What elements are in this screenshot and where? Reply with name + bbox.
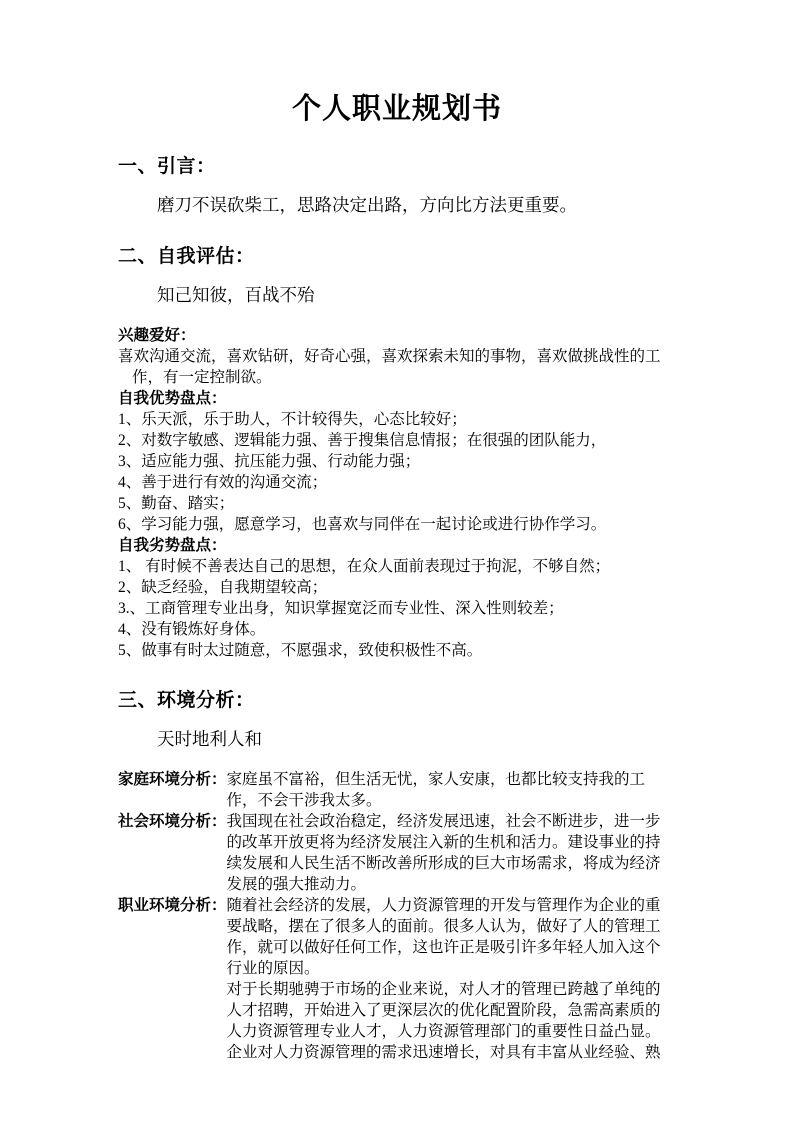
career-environment-analysis [118, 895, 676, 1063]
section-heading-environment: 三、环境分析： [118, 690, 255, 711]
section-heading-introduction: 一、引言： [118, 156, 216, 177]
social-environment-text [227, 811, 676, 895]
social-environment-label: 社会环境分析： [118, 813, 227, 830]
document-title: 个人职业规划书 [291, 93, 502, 125]
strength-item: 5、勤奋、踏实； [118, 495, 235, 512]
introduction-quote: 磨刀不误砍柴工，思路决定出路，方向比方法更重要。 [157, 195, 577, 215]
strength-item: 6、学习能力强，愿意学习，也喜欢与同伴在一起讨论或进行协作学习。 [118, 516, 607, 533]
weaknesses-block [118, 535, 676, 661]
family-environment-label: 家庭环境分析： [118, 771, 227, 788]
strength-item: 4、善于进行有效的沟通交流； [118, 474, 328, 491]
weakness-item: 5、做事有时太过随意，不愿强求，致使积极性不高。 [118, 642, 483, 659]
strength-item: 3、适应能力强、抗压能力强、行动能力强； [118, 453, 421, 470]
weakness-item: 2、缺乏经验，自我期望较高； [118, 579, 328, 596]
analysis-paragraph: 随着社会经济的发展，人力资源管理的开发与管理作为企业的重要战略，摆在了很多人的面前。很多人认为，做好了人的管理工作，就可以做好任何工作，这也许正是吸引许多年轻人加入这个行业的原因。 [226, 897, 661, 977]
interests-text: 喜欢沟通交流，喜欢钻研，好奇心强，喜欢探索未知的事物，喜欢做挑战性的工作，有一定控制欲。 [118, 348, 661, 386]
social-environment-analysis [118, 811, 676, 895]
weakness-item: 4、没有锻炼好身体。 [118, 621, 266, 638]
career-environment-text [227, 895, 676, 1063]
family-environment-text [227, 769, 676, 811]
section-heading-self-assessment: 二、自我评估： [118, 246, 255, 267]
self-assessment-quote: 知己知彼，百战不殆 [157, 285, 315, 305]
interests-block [118, 325, 676, 388]
weakness-item: 3.、工商管理专业出身，知识掌握宽泛而专业性、深入性则较差； [118, 600, 564, 617]
strengths-label: 自我优势盘点： [118, 390, 227, 407]
interests-label: 兴趣爱好： [118, 327, 196, 344]
weaknesses-label: 自我劣势盘点： [118, 537, 227, 554]
strength-item: 2、对数字敏感、逻辑能力强、善于搜集信息情报；在很强的团队能力， [118, 432, 607, 449]
analysis-paragraph: 家庭虽不富裕，但生活无忧，家人安康，也都比较支持我的工作，不会干涉我太多。 [226, 771, 646, 809]
analysis-paragraph: 对于长期驰骋于市场的企业来说，对人才的管理已跨越了单纯的人才招聘，开始进入了更深层次的优化配置阶段，急需高素质的人力资源管理专业人才，人力资源管理部门的重要性日益凸显。企业对人力资源管理的需求迅速增长，对具有丰富从业经验、熟 [226, 981, 661, 1061]
weakness-item: 1、 有时候不善表达自己的思想，在众人面前表现过于拘泥，不够自然； [118, 558, 611, 575]
family-environment-analysis [118, 769, 676, 811]
analysis-paragraph: 我国现在社会政治稳定，经济发展迅速，社会不断进步，进一步的改革开放更将为经济发展注入新的生机和活力。建设事业的持续发展和人民生活不断改善所形成的巨大市场需求，将成为经济发展的强大推动力。 [226, 813, 661, 893]
strengths-block [118, 388, 676, 535]
strength-item: 1、乐天派，乐于助人，不计较得失，心态比较好； [118, 411, 467, 428]
environment-quote: 天时地利人和 [157, 729, 262, 749]
career-environment-label: 职业环境分析： [118, 897, 227, 914]
